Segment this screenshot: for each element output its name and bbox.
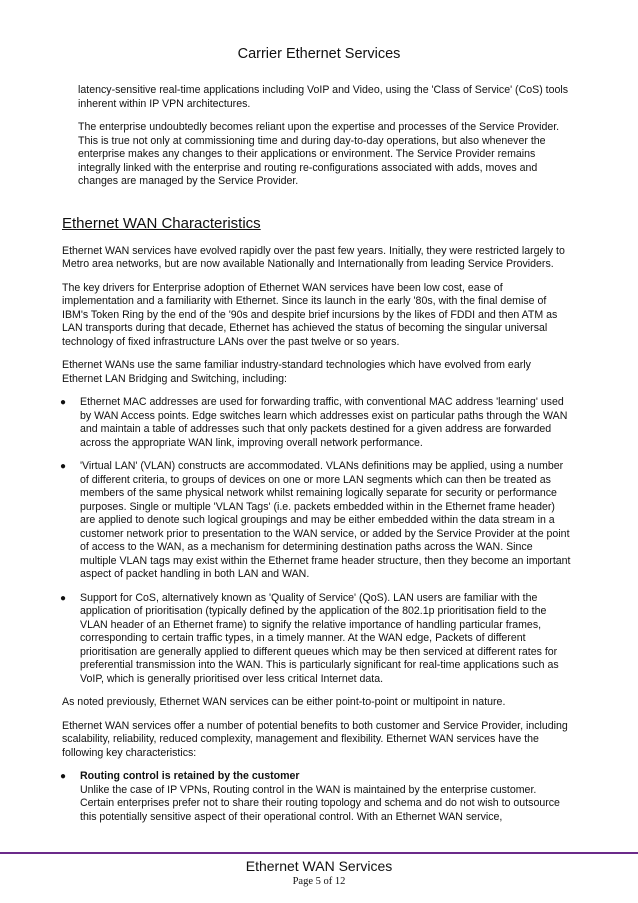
list-item-text: Ethernet MAC addresses are used for forwarding traffic, with conventional MAC address 'learning' used by WAN Access points. Edge switches learn which addresses exist on particular paths through the WAN and maintain a table of addresses such that only packets destined for a given address are forwarded across the appropriate WAN link, improving overall network performance.: [80, 396, 568, 449]
body-paragraph-2: The key drivers for Enterprise adoption of Ethernet WAN services have been low cost, ease of implementation and a familiarity with Ethernet. Since its launch in the early '80s, with the final demise of IBM's Token Ring by the end of the '90s and despite brief incursions by the likes of FDDI and then ATM as LAN transports during that decade, Ethernet has achieved the status of becoming the singular universal technology of fixed infrastructure LANs over the past twelve or so years.: [62, 281, 558, 348]
body-paragraph-5: Ethernet WAN services offer a number of potential benefits to both customer and Service Provider, including scalability, reliability, reduced complexity, management and flexibility. Ethernet WAN services have the following key characteristics:: [62, 719, 568, 759]
intro-paragraph-1: latency-sensitive real-time applications including VoIP and Video, using the 'Class of Service' (CoS) tools inherent within IP VPN architectures.: [78, 84, 569, 110]
bullet-icon: ●: [60, 771, 67, 782]
list-item-text: 'Virtual LAN' (VLAN) constructs are accommodated. VLANs definitions may be applied, using a number of different criteria, to groups of devices on one or more LAN segments which can then be treated as members of the same physical network whilst remaining logically separate for security or performance purposes. Single or multiple 'VLAN Tags' (i.e. packets embedded within in the Ethernet frame header) are applied to denote such logical groupings and may be either embedded within the data stream in a customer network prior to presentation to the WAN service, or added by the Service Provider at the point of access to the WAN, as a mechanism for determining destination paths across the WAN. Since multiple VLAN tags may exist within the Ethernet frame header structure, then they become an important aspect of packet handling in both LAN and WAN.: [80, 460, 571, 580]
list-item-text: Support for CoS, alternatively known as 'Quality of Service' (QoS). LAN users are familiar with the application of prioritisation (typically defined by the application of the 802.1p prioritisation field to the VLAN header of an Ethernet frame) to signify the relative importance of handling particular frames, corresponding to certain traffic types, in a timely manner. At the WAN edge, Packets of different prioritisation are generally applied to different queues which may be then serviced at different rates for preferential transmission into the WAN. This is particularly significant for real-time applications such as VoIP, which is generally prioritised over less critical Internet data.: [80, 591, 559, 685]
footer-title: Ethernet WAN Services: [245, 858, 393, 874]
list-item-cos: [62, 592, 572, 687]
list-item-mac-addresses: [62, 396, 572, 450]
page-header-title: Carrier Ethernet Services: [237, 46, 401, 62]
body-paragraph-4: As noted previously, Ethernet WAN services can be either point-to-point or multipoint in nature.: [62, 696, 506, 708]
list-item-vlan: [62, 460, 572, 582]
document-body: [62, 84, 572, 834]
footer-divider: [0, 852, 638, 854]
intro-paragraph-2: The enterprise undoubtedly becomes reliant upon the expertise and processes of the Service Provider. This is true not only at commissioning time and during day-to-day operations, but also whenever the enterprise makes any changes to their applications or environment. The Service Provider remains integrally linked with the enterprise and routing re-configurations associated with adds, moves and changes are managed by the Service Provider.: [78, 121, 560, 187]
page-number: Page 5 of 12: [292, 876, 346, 887]
body-paragraph-3: Ethernet WANs use the same familiar industry-standard technologies which have evolved from early Ethernet LAN Bridging and Switching, including:: [62, 359, 531, 385]
body-paragraph-1: Ethernet WAN services have evolved rapidly over the past few years. Initially, they were restricted largely to Metro area networks, but are now available Nationally and Internationally from leading Service Providers.: [62, 244, 565, 270]
section-heading: Ethernet WAN Characteristics: [62, 214, 261, 232]
list-item-text: Unlike the case of IP VPNs, Routing control in the WAN is maintained by the enterprise customer. Certain enterprises prefer not to share their routing topology and schema and do not wish to outsource this potentially sensitive aspect of their operational control. With an Ethernet WAN service,: [80, 783, 560, 823]
bullet-icon: ●: [60, 397, 67, 408]
list-item-routing-control: [62, 770, 572, 824]
bullet-icon: ●: [60, 461, 67, 472]
bullet-icon: ●: [60, 592, 67, 604]
list-item-heading: Routing control is retained by the customer: [80, 770, 300, 782]
